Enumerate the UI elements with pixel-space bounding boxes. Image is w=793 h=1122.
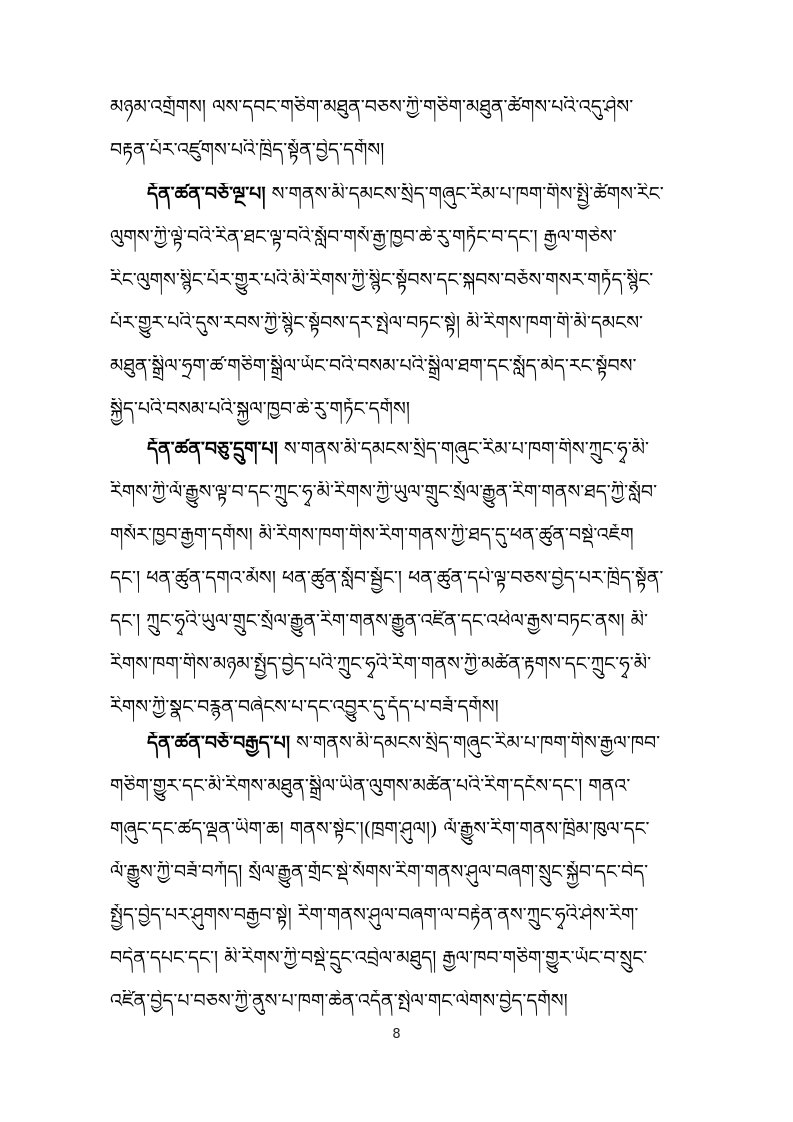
section-heading: དོན་ཚན་བཅུ་དྲུག་པ། bbox=[147, 438, 278, 460]
text-line: པོར་གྱུར་པའི་དུས་རབས་ཀྱི་སྙིང་སྟོབས་དར་སྤེལ་བཏང་སྟེ། མི་རིགས་ཁག་གི་མི་དམངས་ bbox=[110, 312, 644, 334]
text-line: འཛིན་བྱེད་པ་བཅས་ཀྱི་ནུས་པ་ཁག་ཆེན་འདོན་སྤེལ་གང་ལེགས་བྱེད་དགོས། bbox=[110, 990, 568, 1012]
text-line: མཉམ་འགྲོགས། ལས་དབང་གཅིག་མཐུན་བཅས་ཀྱི་གཅིག་མཐུན་ཚོགས་པའི་འདུ་ཤེས་ bbox=[110, 96, 634, 118]
text-line: སྐྱིད་པའི་བསམ་པའི་སྐྱལ་ཁྱབ་ཆེ་རུ་གཏོང་དགོས། bbox=[110, 398, 411, 420]
text-line: རིང་ལུགས་སྙིང་པོར་གྱུར་པའི་མི་རིགས་ཀྱི་སྙིང་སྟོབས་དང་སྐབས་བཅོས་གསར་གཏོད་སྙིང་ bbox=[110, 269, 654, 291]
text-line: མཐུན་སྒྲིལ་ཧྲག་ཚ་གཅིག་སྒྲིལ་ཡོང་བའི་བསམ་པའི་སྒྲིལ་ཐག་དང་སློད་མེད་རང་སྟོབས་ bbox=[110, 355, 637, 377]
paragraph-first-line bbox=[110, 183, 693, 226]
paragraph-first-line bbox=[110, 732, 693, 775]
text-line: རིགས་ཁག་གིས་མཉམ་སྤྱོད་བྱེད་པའི་ཀྲུང་ཧྭའི་རིག་གནས་ཀྱི་མཚོན་རྟགས་དང་ཀྲུང་ཧྭ་མི་ bbox=[110, 653, 652, 675]
intro-paragraph bbox=[110, 96, 693, 182]
text-line: གཞུང་དང་ཚད་ལྡན་ཡིག་ཆ། གནས་སྟེང་།(ཁྲག་ཤུལ།) ལོ་རྒྱུས་རིག་གནས་ཁྲིམ་ཁུལ་དང་ bbox=[110, 818, 650, 840]
page-number: 8 bbox=[392, 1027, 401, 1042]
text-line: གསོར་ཁྱབ་རྒྱག་དགོས། མི་རིགས་ཁག་གིས་རིག་གནས་ཀྱི་ཐད་དུ་ཕན་ཚུན་བསྡེ་འཇོག bbox=[110, 524, 634, 546]
section-heading: དོན་ཚན་བཅོ་ལྔ་པ། bbox=[147, 183, 266, 205]
text-run: ས་གནས་མི་དམངས་སྲིད་གཞུང་རིམ་པ་ཁག་གིས་ཀྲུང་ཧྭ་མི་ bbox=[283, 438, 650, 460]
text-line: བདེན་དཔང་དང་། མི་རིགས་ཀྱི་བསྡེ་དྲུང་འབྲེལ་མཐུད། རྒྱལ་ཁབ་གཅིག་གྱུར་ཡོང་བ་སྲུང་ bbox=[110, 947, 648, 969]
paragraph-first-line bbox=[110, 438, 693, 481]
text-line: ལོ་རྒྱུས་ཀྱི་བཟོ་བཀོད། སྲོལ་རྒྱུན་གྲོང་སྡེ་སོགས་རིག་གནས་ཤུལ་བཞག་སྲུང་སྐྱོབ་དང་བེད་ bbox=[110, 861, 649, 883]
text-run: ས་གནས་མི་དམངས་སྲིད་གཞུང་རིམ་པ་ཁག་གིས་སྤྱི་ཚོགས་རིང་ bbox=[271, 183, 664, 205]
text-line: རིགས་ཀྱི་ལོ་རྒྱུས་ལྟ་བ་དང་ཀྲུང་ཧྭ་མི་རིགས་ཀྱི་ཡུལ་གྲུང་སྲོལ་རྒྱུན་རིག་གནས་ཐད་ཀྱི་སློབ་ bbox=[110, 481, 658, 503]
text-line: ལུགས་ཀྱི་ལྟེ་བའི་རིན་ཐང་ལྟ་བའི་སློབ་གསོ་རྒྱ་ཁྱབ་ཆེ་རུ་གཏོང་བ་དང་། རྒྱལ་གཅེས་ bbox=[110, 226, 617, 248]
text-line: གཅིག་གྱུར་དང་མི་རིགས་མཐུན་སྒྲིལ་ཡིན་ལུགས་མཚོན་པའི་རིག་དངོས་དང་། གནའ་ bbox=[110, 775, 631, 797]
section-16-paragraph bbox=[110, 438, 693, 739]
section-17-paragraph bbox=[110, 732, 693, 1033]
text-line: དང་། ཕན་ཚུན་དགའ་མོས། ཕན་ཚུན་སློབ་སྦྱོང་། ཕན་ཚུན་དཔེ་ལྟ་བཅས་བྱེད་པར་ཁྲིད་སྟོན་ bbox=[110, 567, 664, 589]
text-run: ས་གནས་མི་དམངས་སྲིད་གཞུང་རིམ་པ་ཁག་གིས་རྒྱལ་ཁབ་ bbox=[296, 732, 661, 754]
section-heading: དོན་ཚན་བཅོ་བརྒྱད་པ། bbox=[147, 732, 291, 754]
section-15-paragraph bbox=[110, 183, 693, 441]
text-line: རིགས་ཀྱི་སྣང་བརྙན་བཞེངས་པ་དང་འབྱུར་དུ་དོད་པ་བཟོ་དགོས། bbox=[110, 696, 499, 718]
text-line: དང་། ཀྲུང་ཧྭའི་ཡུལ་གྲུང་སྲོལ་རྒྱུན་རིག་གནས་རྒྱུན་འཛིན་དང་འཕེལ་རྒྱས་བཏང་ནས། མི་ bbox=[110, 610, 649, 632]
text-line: བརྟན་པོར་འཛུགས་པའི་ཁྲིད་སྟོན་བྱེད་དགོས། bbox=[110, 139, 385, 161]
text-line: སྤྱོད་བྱེད་པར་ཤུགས་བརྒྱབ་སྟེ། རིག་གནས་ཤུལ་བཞག་ལ་བརྟེན་ནས་ཀྲུང་ཧྭའི་ཤེས་རིག་ bbox=[110, 904, 639, 926]
